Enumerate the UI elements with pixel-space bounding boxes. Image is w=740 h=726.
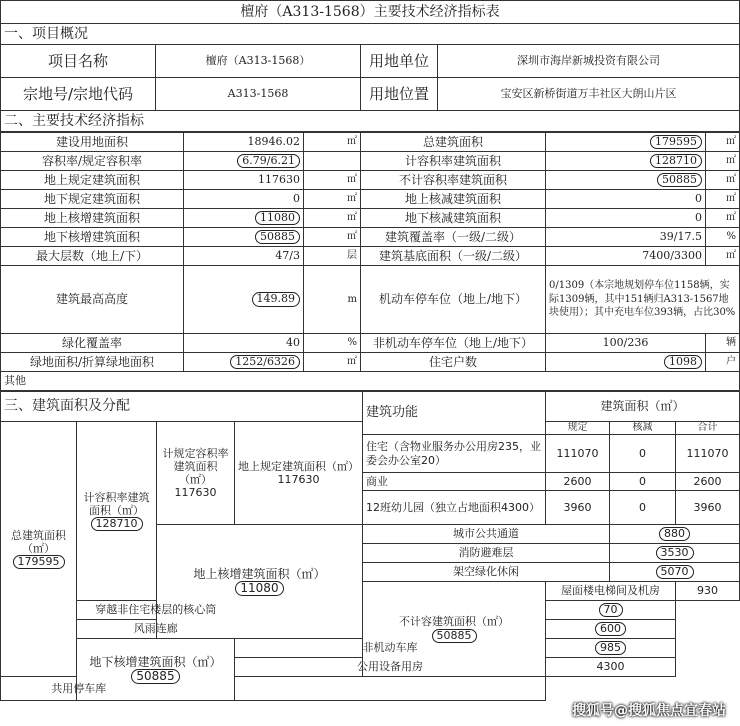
nonfar-label: 不计容建筑面积（㎡） (399, 615, 509, 629)
project-name-value: 檀府（A313-1568） (156, 45, 361, 78)
indicator-unit: ㎡ (304, 209, 361, 228)
inc-item-name: 风雨连廊 (77, 620, 235, 639)
function-total: 3960 (676, 491, 740, 525)
indicator-row (1, 152, 740, 171)
above-reg-value: 117630 (277, 473, 320, 486)
households-value: 1098 (664, 355, 702, 369)
indicator-label: 计容积率建筑面积 (361, 152, 546, 171)
indicator-label: 地下核增建筑面积 (1, 228, 184, 247)
location-value: 宝安区新桥街道万丰社区大朗山片区 (438, 78, 740, 111)
bike-unit: 辆 (706, 334, 740, 353)
indicator-label: 地上核增建筑面积 (1, 209, 184, 228)
inc-item-name: 穿越非住宅楼层的核心筒 (77, 601, 235, 620)
inc-item-value: 600 (595, 622, 626, 636)
indicator-label: 总建筑面积 (361, 133, 546, 152)
function-name: 商业 (363, 473, 546, 491)
function-name: 12班幼儿园（独立占地面积4300） (363, 491, 546, 525)
table-indicators (0, 132, 740, 391)
green-label: 绿化覆盖率 (1, 334, 184, 353)
below-item-value: 985 (595, 641, 626, 655)
far-area-label: 计容积率建筑面积（㎡） (83, 490, 150, 517)
inc-item-value: 3530 (656, 546, 694, 560)
indicator-value: 0 (546, 190, 706, 209)
indicator-label: 地上核减建筑面积 (361, 190, 546, 209)
indicator-value: 0 (184, 190, 304, 209)
green-unit: % (304, 334, 361, 353)
indicator-value: 0 (546, 209, 706, 228)
indicator-unit: ㎡ (706, 133, 740, 152)
indicator-unit: 层 (304, 247, 361, 266)
height-unit: m (304, 266, 361, 334)
far-area-value: 128710 (91, 517, 143, 531)
indicator-unit: ㎡ (304, 228, 361, 247)
green-value: 40 (184, 334, 304, 353)
below-inc-label: 地下核增建筑面积（㎡） (89, 654, 222, 669)
indicator-value: 50885 (255, 230, 300, 244)
indicator-value: 6.79/6.21 (237, 154, 300, 168)
reg-far-value: 117630 (174, 486, 217, 500)
above-reg-label: 地上规定建筑面积（㎡） (238, 459, 359, 473)
indicator-unit: ㎡ (706, 171, 740, 190)
indicator-row (1, 209, 740, 228)
indicator-row (1, 133, 740, 152)
below-item-name: 共用停车库 (1, 677, 157, 701)
land-unit-value: 深圳市海岸新城投资有限公司 (438, 45, 740, 78)
height-value: 149.89 (252, 292, 301, 306)
function-reg: 111070 (546, 435, 610, 473)
total-area-value: 179595 (13, 555, 65, 569)
reg-far-label: 计规定容积率建筑面积（㎡） (162, 446, 229, 486)
households-unit: 户 (706, 353, 740, 372)
indicator-unit: ㎡ (706, 247, 740, 266)
greenarea-label: 绿地面积/折算绿地面积 (1, 353, 184, 372)
indicator-unit: ㎡ (304, 171, 361, 190)
watermark: 搜狐号@搜狐焦点宜春站 (572, 703, 726, 719)
bike-label: 非机动车停车位（地上/地下） (361, 334, 546, 353)
indicator-value: 47/3 (184, 247, 304, 266)
inc-item-name: 屋面楼电梯间及机房 (546, 582, 676, 601)
indicator-unit: ㎡ (304, 133, 361, 152)
indicator-label: 建设用地面积 (1, 133, 184, 152)
function-name: 住宅（含物业服务办公用房235，业委会办公室20） (363, 435, 546, 473)
greenarea-value: 1252/6326 (230, 355, 300, 369)
indicator-label: 建筑覆盖率（一级/二级） (361, 228, 546, 247)
above-inc-label: 地上核增建筑面积（㎡） (193, 566, 326, 581)
section2-heading: 二、主要技术经济指标 (1, 111, 740, 132)
indicator-label: 地下规定建筑面积 (1, 190, 184, 209)
sub-header-reg: 规定 (546, 422, 610, 435)
indicator-label: 地下核减建筑面积 (361, 209, 546, 228)
inc-item-value: 70 (599, 603, 623, 617)
function-header: 建筑功能 (363, 392, 546, 435)
page-title: 檀府（A313-1568）主要技术经济指标表 (1, 1, 740, 24)
indicator-value: 39/17.5 (546, 228, 706, 247)
indicator-row (1, 247, 740, 266)
height-label: 建筑最高高度 (1, 266, 184, 334)
function-total: 111070 (676, 435, 740, 473)
indicator-value: 117630 (184, 171, 304, 190)
indicator-unit: ㎡ (706, 152, 740, 171)
below-inc-value: 50885 (131, 669, 179, 684)
function-sub: 0 (610, 473, 676, 491)
parking-label: 机动车停车位（地上/地下） (361, 266, 546, 334)
below-item-value (235, 677, 546, 701)
section3-heading: 三、建筑面积及分配 (1, 392, 363, 422)
inc-item-name: 消防避难层 (363, 544, 610, 563)
inc-item-name: 架空绿化休闲 (363, 563, 610, 582)
below-item-name: 公用设备用房 (235, 658, 546, 677)
sub-header-total: 合计 (676, 422, 740, 435)
total-area-cell (1, 422, 77, 677)
sub-header-sub: 核减 (610, 422, 676, 435)
below-item-value: 4300 (546, 658, 676, 677)
section1-heading: 一、项目概况 (1, 24, 740, 45)
indicator-unit: ㎡ (706, 209, 740, 228)
indicator-label: 建筑基底面积（一级/二级） (361, 247, 546, 266)
indicator-row (1, 228, 740, 247)
function-sub: 0 (610, 491, 676, 525)
function-reg: 2600 (546, 473, 610, 491)
indicator-row (1, 171, 740, 190)
indicator-value: 128710 (650, 154, 702, 168)
indicator-unit: ㎡ (304, 190, 361, 209)
reg-far-cell (157, 422, 235, 525)
indicator-value: 11080 (255, 211, 300, 225)
function-sub: 0 (610, 435, 676, 473)
above-reg-cell (235, 422, 363, 525)
location-label: 用地位置 (361, 78, 438, 111)
indicator-unit: % (706, 228, 740, 247)
indicator-label: 地上规定建筑面积 (1, 171, 184, 190)
indicator-value: 7400/3300 (546, 247, 706, 266)
bike-value: 100/236 (546, 334, 706, 353)
indicator-label: 容积率/规定容积率 (1, 152, 184, 171)
above-inc-value: 11080 (235, 581, 283, 596)
land-unit-label: 用地单位 (361, 45, 438, 78)
indicator-unit (304, 152, 361, 171)
table-distribution (0, 391, 740, 701)
inc-item-value: 930 (676, 582, 740, 601)
indicator-value: 50885 (657, 173, 702, 187)
inc-item-name: 城市公共通道 (363, 525, 610, 544)
far-area-cell (77, 422, 157, 601)
indicator-value: 18946.02 (184, 133, 304, 152)
table-overview (0, 0, 740, 132)
households-label: 住宅户数 (361, 353, 546, 372)
indicator-value: 179595 (650, 135, 702, 149)
indicator-row (1, 190, 740, 209)
inc-item-value: 880 (659, 527, 690, 541)
other-label: 其他 (1, 372, 740, 391)
project-name-label: 项目名称 (1, 45, 156, 78)
total-area-label: 总建筑面积（㎡） (11, 528, 66, 555)
parcel-label: 宗地号/宗地代码 (1, 78, 156, 111)
parking-value: 0/1309（本宗地规划停车位1158辆，实际1309辆，其中151辆归A313-1567地块使用）；其中充电车位393辆，占比30% (546, 266, 740, 334)
indicator-label: 不计容积率建筑面积 (361, 171, 546, 190)
below-item-name: 非机动车库 (235, 639, 546, 658)
function-total: 2600 (676, 473, 740, 491)
parcel-value: A313-1568 (156, 78, 361, 111)
area-header: 建筑面积（㎡） (546, 392, 740, 422)
nonfar-value: 50885 (432, 629, 477, 643)
greenarea-unit: ㎡ (304, 353, 361, 372)
inc-item-value: 5070 (656, 565, 694, 579)
function-reg: 3960 (546, 491, 610, 525)
indicator-label: 最大层数（地上/下） (1, 247, 184, 266)
indicator-unit: ㎡ (706, 190, 740, 209)
